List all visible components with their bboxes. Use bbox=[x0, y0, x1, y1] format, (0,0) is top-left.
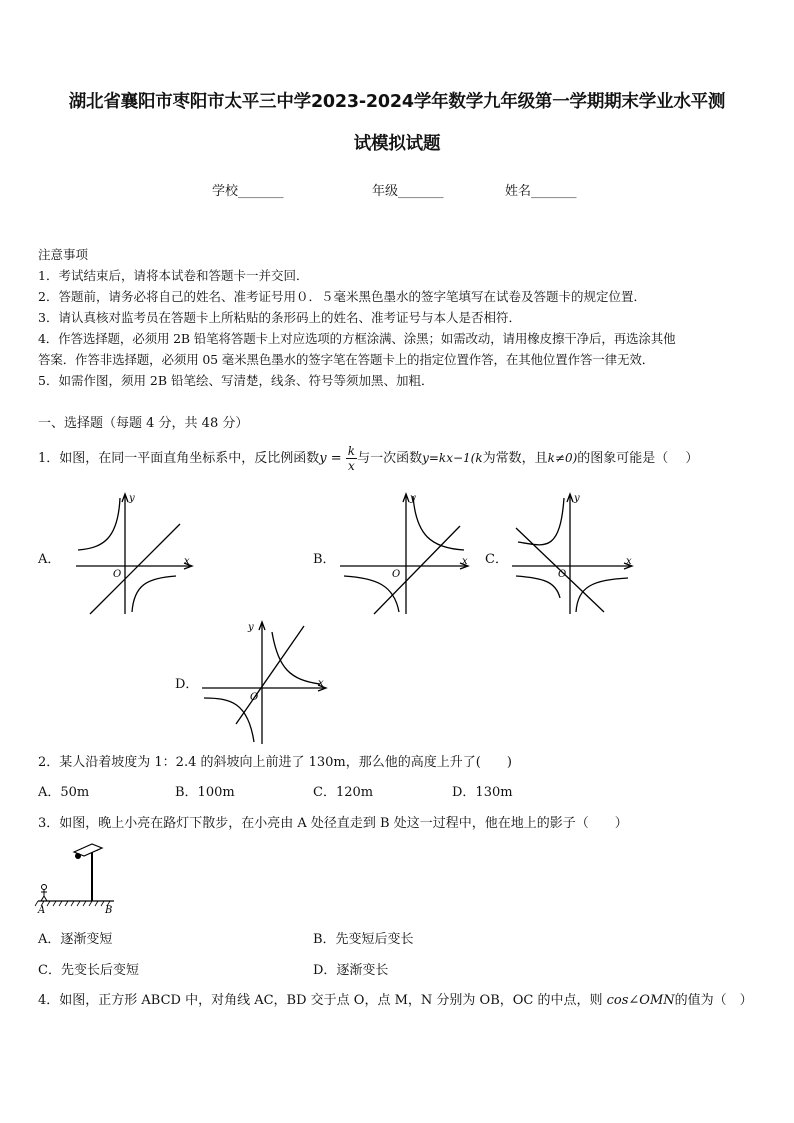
notice-heading: 注意事项 bbox=[38, 247, 89, 262]
q3-option-b: B．先变短后变长 bbox=[313, 932, 414, 947]
x-axis-label: x bbox=[184, 556, 190, 567]
grade-field: 年级_______ bbox=[372, 184, 444, 199]
origin-label: O bbox=[113, 569, 122, 580]
page-title-line1: 湖北省襄阳市枣阳市太平三中学2023-2024学年数学九年级第一学期期末学业水平测 bbox=[68, 92, 726, 112]
question-1 bbox=[38, 444, 698, 473]
question-4 bbox=[38, 989, 753, 1008]
notice-item: 4．作答选择题，必须用 2B 铅笔将答题卡上对应选项的方框涂满、涂黑；如需改动，请用橡皮擦干净后，再选涂其他 bbox=[38, 331, 676, 346]
section-heading: 一、选择题（每题 4 分，共 48 分） bbox=[38, 416, 249, 431]
q2-option-a: A．50m bbox=[38, 785, 90, 800]
q1-middle: 与一次函数 bbox=[357, 451, 423, 466]
q1-frac-num: k bbox=[347, 444, 356, 458]
q1-option-d: D． bbox=[175, 677, 199, 692]
origin-label: O bbox=[392, 569, 401, 580]
y-axis-label: y bbox=[129, 493, 135, 504]
graph-a bbox=[72, 490, 202, 618]
q4-text: 4．如图，正方形 ABCD 中，对角线 AC，BD 交于点 O，点 M，N 分别为 OB，OC 的中点，则 bbox=[38, 993, 603, 1008]
graph-d bbox=[200, 618, 332, 748]
notice-item: 2．答题前，请务必将自己的姓名、准考证号用０．５毫米黑色墨水的签字笔填写在试卷及答题卡的规定位置． bbox=[38, 289, 646, 304]
notice-item: 5．如需作图，须用 2B 铅笔绘、写清楚，线条、符号等须加黑、加粗． bbox=[38, 373, 434, 388]
q3-option-c: C．先变长后变短 bbox=[38, 963, 139, 978]
q4-end: 的值为（ ） bbox=[674, 993, 753, 1008]
q1-end: 的图象可能是（ ） bbox=[577, 451, 699, 466]
point-a-label: A bbox=[38, 905, 46, 916]
notice-item: 答案．作答非选择题，必须用 05 毫米黑色墨水的签字笔在答题卡上的指定位置作答，在其他位置作答一律无效． bbox=[38, 352, 655, 367]
q3-option-a: A．逐渐变短 bbox=[38, 932, 113, 947]
q4-expr: cos∠OMN bbox=[606, 993, 675, 1008]
name-field: 姓名_______ bbox=[505, 184, 577, 199]
graph-c bbox=[508, 490, 638, 618]
q1-frac-den: x bbox=[348, 459, 355, 473]
q1-fraction bbox=[346, 444, 357, 473]
q2-option-c: C．120m bbox=[313, 785, 374, 800]
q1-option-c: C． bbox=[485, 552, 508, 567]
q3-option-d: D．逐渐变长 bbox=[313, 963, 389, 978]
y-axis-label: y bbox=[410, 493, 416, 504]
y-axis-label: y bbox=[248, 622, 254, 633]
street-lamp-figure bbox=[32, 838, 122, 916]
q2-option-b: B．100m bbox=[175, 785, 235, 800]
notice-item: 3．请认真核对监考员在答题卡上所粘贴的条形码上的姓名、准考证号与本人是否相符． bbox=[38, 310, 521, 325]
q1-prefix: 1．如图，在同一平面直角坐标系中，反比例函数 bbox=[38, 451, 320, 466]
origin-label: O bbox=[558, 569, 567, 580]
point-b-label: B bbox=[105, 905, 113, 916]
page-title-line2: 试模拟试题 bbox=[353, 134, 441, 154]
x-axis-label: x bbox=[318, 678, 324, 689]
x-axis-label: x bbox=[462, 556, 468, 567]
school-field: 学校_______ bbox=[212, 184, 284, 199]
x-axis-label: x bbox=[626, 556, 632, 567]
question-3: 3．如图，晚上小亮在路灯下散步，在小亮由 A 处径直走到 B 处这一过程中，他在地上的影子（ ） bbox=[38, 816, 628, 831]
q1-linear: y=kx−1(k bbox=[422, 451, 483, 465]
q1-cond: k≠0) bbox=[547, 451, 578, 465]
q1-y-eq: y = bbox=[319, 451, 342, 466]
y-axis-label: y bbox=[574, 493, 580, 504]
q1-option-b: B． bbox=[313, 552, 336, 567]
question-2: 2．某人沿着坡度为 1：2.4 的斜坡向上前进了 130m，那么他的高度上升了( ) bbox=[38, 755, 512, 770]
origin-label: O bbox=[250, 692, 259, 703]
q1-option-a: A． bbox=[38, 552, 61, 567]
notice-item: 1．考试结束后，请将本试卷和答题卡一并交回． bbox=[38, 268, 309, 283]
q2-option-d: D．130m bbox=[452, 785, 513, 800]
graph-b bbox=[336, 490, 476, 618]
q1-suffix: 为常数，且 bbox=[482, 451, 548, 466]
